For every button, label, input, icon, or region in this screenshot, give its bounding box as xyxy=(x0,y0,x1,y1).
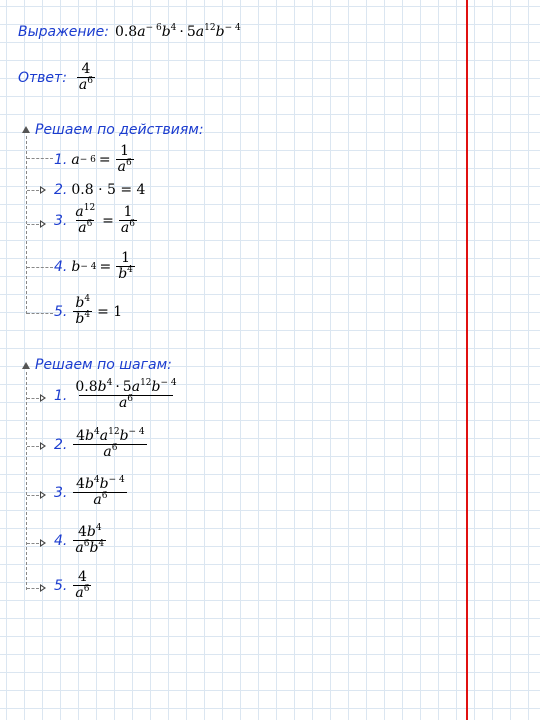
answer-label: Ответ: xyxy=(18,69,67,86)
tree-branch xyxy=(27,158,53,159)
expand-arrow-icon[interactable] xyxy=(40,491,46,499)
expand-arrow-icon[interactable] xyxy=(40,442,46,450)
expand-arrow-icon[interactable] xyxy=(40,394,46,402)
step-4: 4. $\frac{4b^4}{a^6b^4}$ xyxy=(54,523,105,556)
tree-branch xyxy=(27,190,39,191)
expression-formula: $0.8a^{- 6}b^4 \cdot 5a^{12}b^{- 4}$ xyxy=(114,23,241,40)
action-step-3: 3. $\frac{a^{12}}{a^6}$ = $\frac{1}{a^6}$ xyxy=(54,203,135,236)
tree-branch xyxy=(27,224,39,225)
action-step-1: 1. a − 6 = $\frac{1}{a^6}$ xyxy=(54,143,132,175)
action-step-4: 4. b − 4 = $\frac{1}{b^4}$ xyxy=(54,250,133,282)
tree-branch xyxy=(27,543,39,544)
action-step-2: 2. 0.8 · 5 = 4 xyxy=(54,182,146,198)
tree-branch xyxy=(27,313,53,314)
tree-branch xyxy=(27,446,39,447)
collapse-arrow-icon[interactable] xyxy=(22,362,30,369)
step-1: 1. $\frac{0.8b^4 \cdot 5a^{12}b^{- 4}}{a^6}$ xyxy=(54,378,177,411)
tree-line-steps xyxy=(26,372,27,590)
expression-label: Выражение: xyxy=(18,24,109,40)
expand-arrow-icon[interactable] xyxy=(40,539,46,547)
margin-line xyxy=(466,0,468,720)
tree-branch xyxy=(27,267,53,268)
step-5: 5. $\frac{4}{a^6}$ xyxy=(54,569,90,601)
expand-arrow-icon[interactable] xyxy=(40,584,46,592)
tree-line-actions xyxy=(26,136,27,314)
tree-branch xyxy=(27,495,39,496)
actions-title: Решаем по действиям: xyxy=(35,122,204,138)
answer-line xyxy=(18,62,97,93)
collapse-arrow-icon[interactable] xyxy=(22,126,30,133)
step-3: 3. $\frac{4b^4b^{- 4}}{a^6}$ xyxy=(54,477,129,508)
tree-branch xyxy=(27,398,39,399)
action-step-5: 5. $\frac{b^4}{b^4}$ = 1 xyxy=(54,294,123,327)
expand-arrow-icon[interactable] xyxy=(40,220,46,228)
step-2: 2. $\frac{4b^4a^{12}b^{- 4}}{a^6}$ xyxy=(54,429,149,460)
steps-title: Решаем по шагам: xyxy=(35,357,172,373)
tree-branch xyxy=(27,588,39,589)
expand-arrow-icon[interactable] xyxy=(40,186,46,194)
expression-line xyxy=(18,24,241,40)
answer-fraction: $\frac{4}{a^6}$ xyxy=(78,61,94,93)
